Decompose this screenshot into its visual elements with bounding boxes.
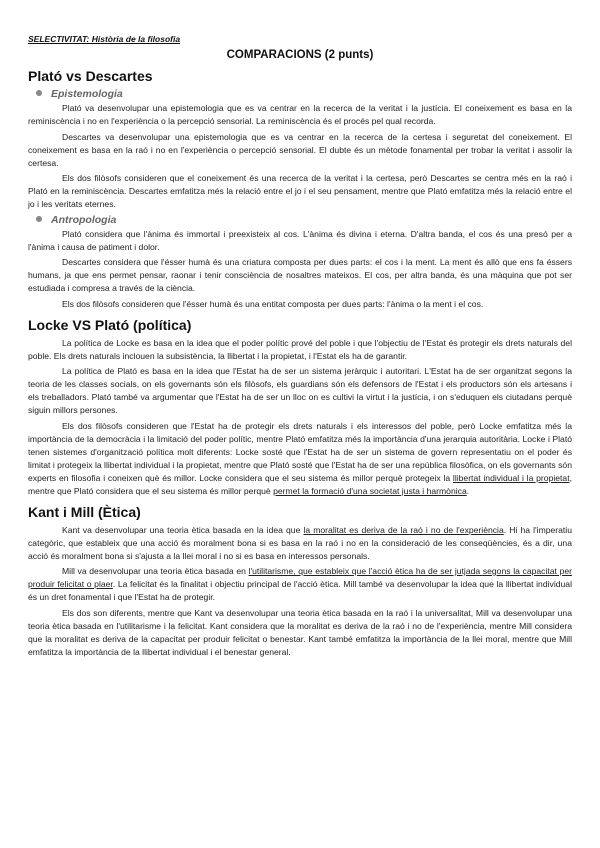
text-run: . [466,485,470,496]
text-run: Mill va desenvolupar una teoria ètica basada en [62,566,249,576]
text-run: . Hi ha l'imperatiu categòric, que estableix que una acció és moralment bona si es basa en la raó i no en la consideració de les conseqüències, és a dir, una acció és moralment bona si s'ajusta a la llei moral i no si es basa en interessos personals. [28,524,572,561]
bullet-label: Epistemologia [51,88,123,100]
bullet-label: Antropologia [51,213,117,226]
paragraph: Descartes va desenvolupar una epistemologia que es va centrar en la recerca de la certesa i seguretat del coneixement. El coneixement es basa en la raó i no en l'experiència o percepció sensorial. El dubte és un mètode fonamental per trobar la veritat i assolir la certesa. [28,131,572,168]
document-header: SELECTIVITAT: Història de la filosofia [28,34,181,44]
text-run: Kant va desenvolupar una teoria ètica basada en la idea que [62,524,304,535]
paragraph: La política de Plató es basa en la idea que l'Estat ha de ser un sistema jeràrquic i autoritari. L'Estat ha de ser organitzat segons la teoria de les classes socials, on els governants són els filòsofs, els guardians són els defensors de l'Estat i els productors són els artesans i els treballadors. Plató també va argumentar que l'Estat ha de ser un lloc on es cultivi la virtut i la justícia, i on s'eduquen els ciutadans perquè siguin millors persones. [28,366,572,415]
bullet-dot-icon [36,90,42,96]
underlined-text: llibertat individual i la propietat [452,472,570,483]
paragraph: Els dos filòsofs consideren que l'ésser humà és una entitat composta per dues parts: l'ànima o la ment i el cos. [62,298,484,309]
document-page [28,34,572,661]
text-run: . La felicitat és la finalitat i objectiu principal de l'acció ètica. Mill també va desenvolupar la idea que la llibertat individual és un dret fonamental i que l'Estat ha de protegir. [28,579,572,602]
section-heading-locke-plato: Locke VS Plató (política) [28,316,192,333]
document-title: COMPARACIONS (2 punts) [226,49,374,61]
paragraph: Plató considera que l'ànima és immortal i preexisteix al cos. L'ànima és divina i eterna. D'altra banda, el cos és una presó per a l'ànima i causa de patiment i dolor. [28,228,572,252]
bullet-epistemologia [36,88,572,101]
paragraph: Plató va desenvolupar una epistemologia que es va centrar en la recerca de la veritat i la justícia. El coneixement es basa en la reminiscència i no en l'experiència o la percepció sensorial. La reminiscència és el procés pel qual recorda. [28,103,572,126]
paragraph: Descartes considera que l'ésser humà és una criatura composta per dues parts: el cos i la ment. La ment és allò que ens fa éssers humans, ja que ens permet pensar, raonar i tenir consciència de nosaltres mateixos. El cos, per altra banda, és una màquina que pot ser estudiada i compresa a través de la ciència. [28,257,572,293]
underlined-text: la moralitat es deriva de la raó i no de l'experiència [303,524,504,535]
bullet-antropologia [36,214,572,227]
text-run: , mentre que Plató considera que el seu sistema és millor perquè [28,472,572,496]
bullet-dot-icon [36,216,42,222]
paragraph [28,565,572,604]
paragraph: Els dos son diferents, mentre que Kant va desenvolupar una teoria ètica basada en la raó i la universalitat, Mill va desenvolupar una teoria ètica basada en l'utilitarisme i la felicitat. Kant considera que la moralitat es deriva de la raó i no de l'experiència, mentre Mill considera que la moralitat es deriva de la capacitat per produir felicitat o benestar. Kant també emfatitza la importància de la llei moral, mentre que Mill emfatitza la importància de la llibertat individual i el benestar general. [28,607,572,657]
paragraph [28,420,572,498]
section-heading-plato-descartes: Plató vs Descartes [28,68,153,84]
paragraph [28,524,572,563]
underlined-text: l'utilitarisme, que estableix que l'acció ètica ha de ser jutjada segons la capacitat per produir felicitat o plaer [28,566,573,589]
text-run: Els dos filòsofs consideren que l'Estat ha de protegir els drets naturals i els interessos del poble, però Locke emfatitza més la importància de la democràcia i la limitació del poder polític, mentre Plató emfatitza més la importància d'una jerarquia autoritària. Locke i Plató tenen sistemes d'organització política molt diferents: Locke sosté que l'Estat ha de ser un sistema de govern representatiu on el poder és limitat i protegeix la llibertat individual i la propietat, mentre que Plató sosté que l'Estat ha de ser una república filosòfica, on els governants són experts en filosofia i coneixen què és millor. Locke considera que el seu sistema és millor perquè protegeix la [28,420,572,483]
section-heading-kant-mill: Kant i Mill (Ètica) [28,503,141,520]
underlined-text: permet la formació d'una societat justa i harmònica [273,485,467,496]
paragraph: Els dos filòsofs consideren que el coneixement és una recerca de la veritat i la certesa, però Descartes se centra més en la raó i Plató en la reminiscència. Descartes emfatitza més la relació entre el jo i el seu pensament, mentre que Plató emfatitza més la relació entre el jo i les veritats eternes. [28,173,572,209]
paragraph: La política de Locke es basa en la idea que el poder polític prové del poble i que l'objectiu de l'Estat és protegir els drets naturals del poble. Els drets naturals inclouen la subsistència, la llibertat i la propietat, i l'Estat els ha de garantir. [28,337,572,361]
